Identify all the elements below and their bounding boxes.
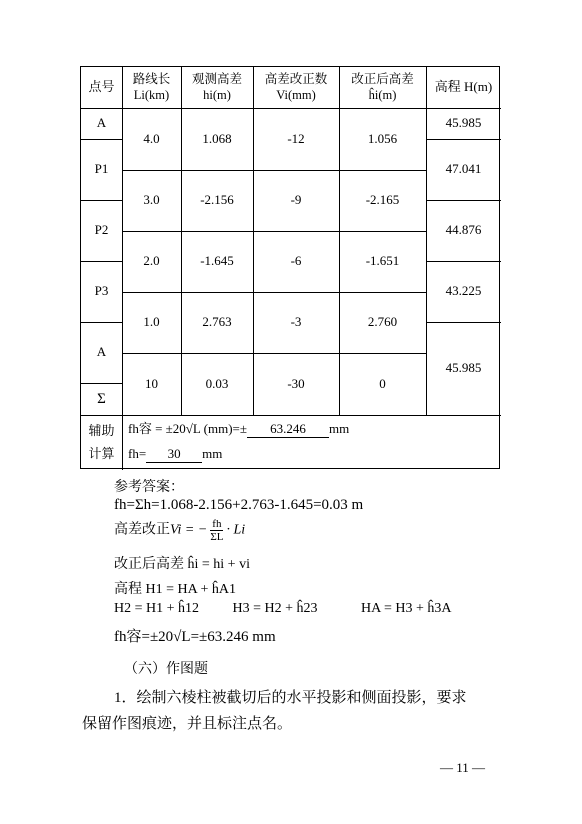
length-cell: 4.0 xyxy=(143,130,160,146)
row-line xyxy=(81,415,501,416)
length-cell: 3.0 xyxy=(143,192,160,208)
header-observed: 观测高差 hi(m) xyxy=(191,71,242,102)
page-number: — 11 — xyxy=(440,760,486,775)
header-corrected: 改正后高差 ĥi(m) xyxy=(351,71,414,102)
observed-cell: -2.156 xyxy=(200,192,234,208)
point-cell: Σ xyxy=(97,390,106,407)
corrected-cell: 1.056 xyxy=(367,130,398,146)
elevation-cell: 43.225 xyxy=(445,283,482,299)
point-cell: P1 xyxy=(94,161,109,177)
sum-correction-cell: -30 xyxy=(287,375,305,391)
elevation-cell: 44.876 xyxy=(445,222,482,238)
sum-observed-cell: 0.03 xyxy=(205,375,229,391)
point-cell: P3 xyxy=(94,283,109,299)
point-cell: P2 xyxy=(94,222,109,238)
fraction: $\frac{fh}{\Sigma L}$ xyxy=(210,518,224,543)
correction-cell: -9 xyxy=(290,192,302,208)
answer-heading: 参考答案： xyxy=(114,480,184,495)
answer-elevation-formula: 高程 H1 = HA + ĥA1 xyxy=(114,582,236,597)
header-length: 路线长 Li(km) xyxy=(132,71,171,102)
elevation-cell: 45.985 xyxy=(445,115,482,131)
question-1-line1: 1．绘制六棱柱被截切后的水平投影和侧面投影，要求 xyxy=(114,690,467,706)
corrected-cell: 2.760 xyxy=(367,314,398,330)
answer-allowable-formula: fh容=±20√L=±63.246 mm xyxy=(114,629,276,645)
elevation-cell: 47.041 xyxy=(445,161,482,177)
header-elevation: 高程 H(m) xyxy=(434,79,493,95)
observed-cell: 1.068 xyxy=(202,130,232,146)
answer-elevation-chain: H2 = H1 + ĥ12 H3 = H2 + ĥ23 HA = H3 + ĥ3A xyxy=(114,601,452,616)
length-cell: 1.0 xyxy=(143,314,160,330)
aux-line-allowable: fh容 = ±20√L (mm)=± 63.246 mm xyxy=(128,421,350,436)
correction-cell: -12 xyxy=(287,130,305,146)
section-title: （六）作图题 xyxy=(124,662,208,677)
elevation-cell: 45.985 xyxy=(445,360,482,376)
corrected-cell: -2.165 xyxy=(365,192,400,208)
leveling-table xyxy=(80,66,500,469)
point-cell: A xyxy=(96,115,107,131)
sum-length-cell: 10 xyxy=(145,375,158,391)
aux-line-closure: fh= 30 mm xyxy=(128,446,223,461)
answer-corrected-formula: 改正后高差 ĥi = hi + vi xyxy=(114,557,250,572)
aux-label: 辅助 计算 xyxy=(88,423,115,461)
aux-col-line xyxy=(122,415,123,470)
observed-cell: -1.645 xyxy=(200,253,234,269)
header-point: 点号 xyxy=(88,79,115,95)
sum-corrected-cell: 0 xyxy=(379,375,386,391)
correction-cell: -6 xyxy=(290,253,302,269)
header-correction: 高差改正数 Vi(mm) xyxy=(264,71,328,102)
answer-closure-formula: fh=Σh=1.068-2.156+2.763-1.645=0.03 m xyxy=(114,497,364,513)
point-cell: A xyxy=(96,344,107,360)
correction-cell: -3 xyxy=(290,314,302,330)
corrected-cell: -1.651 xyxy=(365,253,400,269)
length-cell: 2.0 xyxy=(143,253,160,269)
question-1-line2: 保留作图痕迹，并且标注点名。 xyxy=(82,716,293,732)
observed-cell: 2.763 xyxy=(202,314,232,330)
answer-correction-formula: 高差改正Vi = − $\frac{fh}{\Sigma L}$ · Li xyxy=(114,518,246,543)
